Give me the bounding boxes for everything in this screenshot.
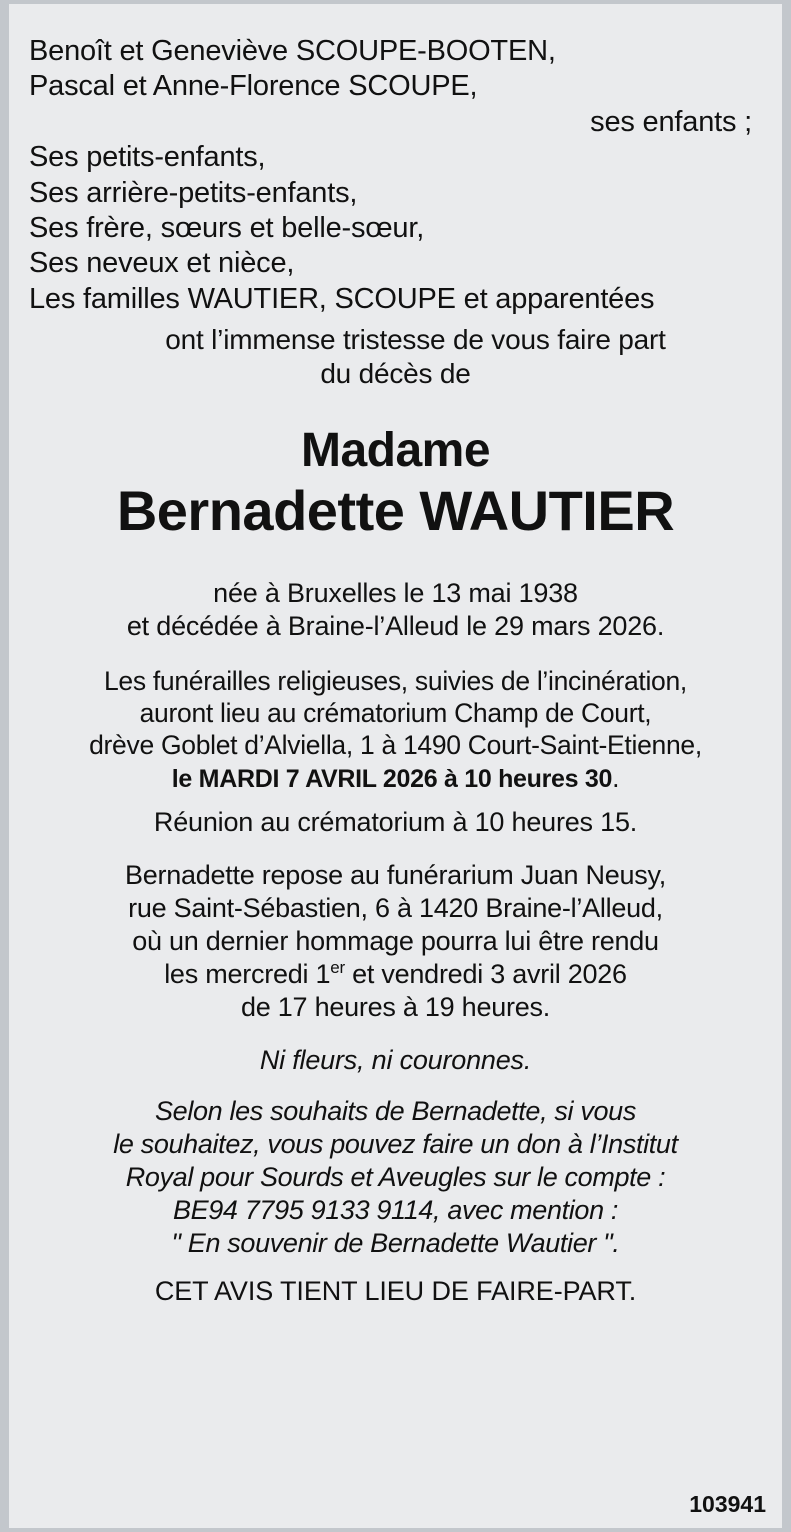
repose-ordinal-suffix: er [330, 957, 345, 977]
donation-line-1: Selon les souhaits de Bernadette, si vous [155, 1095, 636, 1126]
repose-line-3: où un dernier hommage pourra lui être rendu [132, 926, 659, 956]
funeral-details-block [25, 665, 766, 794]
announcement-line-1: ont l’immense tristesse de vous faire part [165, 324, 666, 355]
repose-line-4 [25, 958, 766, 991]
deceased-title: Madame [300, 424, 491, 478]
funeral-datetime: le MARDI 7 AVRIL 2026 à 10 heures 30 [171, 764, 613, 793]
repose-line-5: de 17 heures à 19 heures. [241, 991, 550, 1022]
family-line-children-label: ses enfants ; [590, 105, 752, 138]
family-line: Benoît et Geneviève SCOUPE-BOOTEN, [29, 35, 556, 67]
funeral-datetime-line [25, 762, 766, 795]
repose-dates-suffix: et vendredi 3 avril 2026 [344, 958, 627, 989]
family-line: Les familles WAUTIER, SCOUPE et apparentées [29, 282, 655, 315]
donation-line-2: le souhaitez, vous pouvez faire un don à l’Institut [113, 1128, 678, 1159]
repose-line-2: rue Saint-Sébastien, 6 à 1420 Braine-l’Alleud, [128, 893, 663, 924]
family-block [25, 34, 766, 317]
deceased-name-block [25, 425, 766, 543]
no-flowers-block [25, 1044, 766, 1077]
family-line: Ses petits-enfants, [29, 141, 266, 174]
donation-block [25, 1095, 766, 1260]
reference-number-block [25, 1490, 774, 1520]
closing-block [25, 1275, 766, 1308]
notice-inner [9, 4, 782, 1528]
donation-mention-line: " En souvenir de Bernadette Wautier ". [171, 1227, 620, 1258]
funeral-line-3: drève Goblet d’Alviella, 1 à 1490 Court-Saint-Etienne, [89, 730, 702, 761]
reference-number: 103941 [689, 1490, 766, 1517]
reunion-block [25, 806, 766, 839]
death-line: et décédée à Braine-l’Alleud le 29 mars 2026. [126, 610, 665, 641]
deceased-name: Bernadette WAUTIER [116, 479, 675, 543]
no-flowers-line: Ni fleurs, ni couronnes. [259, 1044, 532, 1075]
funeral-datetime-period: . [612, 762, 620, 793]
family-line: Pascal et Anne-Florence SCOUPE, [29, 70, 478, 103]
birth-death-block [25, 577, 766, 643]
family-line: Ses frère, sœurs et belle-sœur, [29, 211, 425, 244]
announcement-line-2: du décès de [320, 358, 471, 390]
donation-line-3: Royal pour Sourds et Aveugles sur le compte : [125, 1161, 666, 1192]
donation-account-line: BE94 7795 9133 9114, avec mention : [172, 1194, 619, 1225]
funeral-line-1: Les funérailles religieuses, suivies de l’incinération, [103, 665, 687, 696]
announcement-block [25, 323, 766, 391]
repose-dates-prefix: les mercredi 1 [164, 958, 331, 989]
funeral-line-2: auront lieu au crématorium Champ de Court, [139, 698, 652, 729]
family-line: Ses neveux et nièce, [29, 247, 295, 280]
repose-block [25, 859, 766, 1024]
repose-line-1: Bernadette repose au funérarium Juan Neusy, [124, 860, 667, 891]
family-line: Ses arrière-petits-enfants, [29, 176, 358, 209]
birth-line: née à Bruxelles le 13 mai 1938 [213, 577, 578, 608]
closing-line: CET AVIS TIENT LIEU DE FAIRE-PART. [154, 1276, 637, 1307]
reunion-line: Réunion au crématorium à 10 heures 15. [153, 807, 638, 838]
